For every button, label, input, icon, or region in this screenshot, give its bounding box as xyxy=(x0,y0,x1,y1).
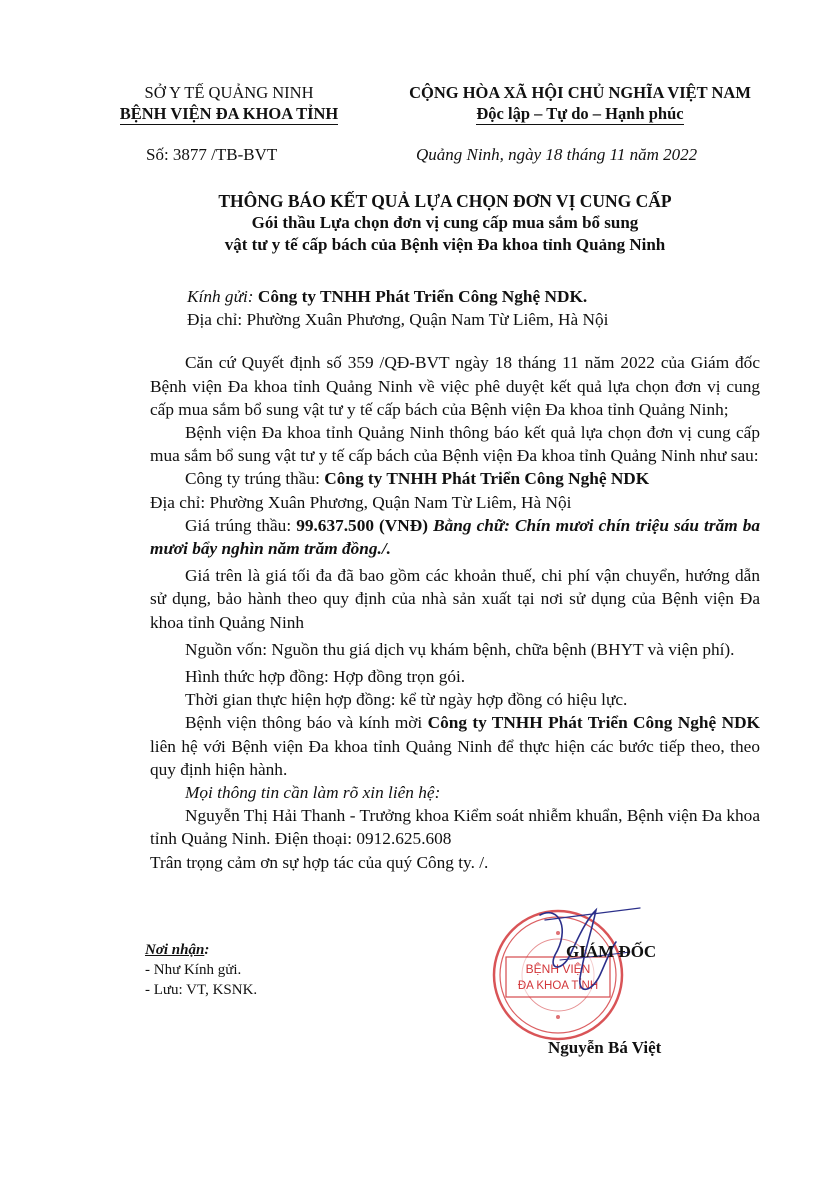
price-line: Giá trúng thầu: 99.637.500 (VNĐ) Bằng chữ: Chín mươi chín triệu sáu trăm ba mươi bẩy nghìn năm trăm đồng./. xyxy=(150,515,761,559)
document-date: Quảng Ninh, ngày 18 tháng 11 năm 2022 xyxy=(416,145,698,164)
stamp-line-2: ĐA KHOA TỈNH xyxy=(517,980,599,992)
paragraph-contact: Nguyễn Thị Hải Thanh - Trưởng khoa Kiểm soát nhiễm khuẩn, Bệnh viện Đa khoa tỉnh Quảng Ninh. Điện thoại: 0912.625.608 xyxy=(150,806,760,849)
recipient-item: - Như Kính gửi. xyxy=(145,962,242,978)
document-body xyxy=(150,285,760,874)
national-header xyxy=(370,82,790,125)
document-number: Số: 3877 /TB-BVT xyxy=(146,145,278,164)
price-value: 99.637.500 (VNĐ) xyxy=(296,515,428,535)
winner-address: Địa chỉ: Phường Xuân Phương, Quận Nam Từ Liêm, Hà Nội xyxy=(150,492,572,512)
paragraph-legal-basis: Căn cứ Quyết định số 359 /QĐ-BVT ngày 18 tháng 11 năm 2022 của Giám đốc Bệnh viện Đa khoa tỉnh Quảng Ninh về việc phê duyệt kết quả lựa chọn đơn vị cung cấp mua sắm bổ sung vật tư y tế cấp bách của Bệnh viện Đa khoa tỉnh Quảng Ninh; xyxy=(150,353,760,419)
stamp-line-1: BỆNH VIỆN xyxy=(525,962,591,976)
paragraph-thanks: Trân trọng cảm ơn sự hợp tác của quý Công ty. /. xyxy=(150,852,489,872)
recipients-block: Nơi nhận: - Như Kính gửi. - Lưu: VT, KSNK. xyxy=(145,942,258,998)
addressee-address: Địa chỉ: Phường Xuân Phương, Quận Nam Từ Liêm, Hà Nội xyxy=(187,310,609,330)
signatory-name: Nguyễn Bá Việt xyxy=(548,1038,662,1057)
paragraph-contract-type: Hình thức hợp đồng: Hợp đồng trọn gói. xyxy=(185,667,466,687)
issuer-name: BỆNH VIỆN ĐA KHOA TỈNH xyxy=(119,104,339,123)
signatory-title: GIÁM ĐỐC xyxy=(566,942,657,961)
recipients-label: Nơi nhận xyxy=(145,942,205,958)
country-name: CỘNG HÒA XÃ HỘI CHỦ NGHĨA VIỆT NAM xyxy=(409,83,751,102)
winner-line: Công ty trúng thầu: Công ty TNHH Phát Triển Công Nghệ NDK xyxy=(185,469,650,489)
issuer-parent: SỞ Y TẾ QUẢNG NINH xyxy=(144,83,314,102)
paragraph-funding: Nguồn vốn: Nguồn thu giá dịch vụ khám bệnh, chữa bệnh (BHYT và viện phí). xyxy=(185,639,735,659)
director-signature xyxy=(500,900,670,1050)
invited-company: Công ty TNHH Phát Triển Công Nghệ NDK xyxy=(427,713,760,733)
contact-intro: Mọi thông tin cần làm rõ xin liên hệ: xyxy=(185,783,441,803)
winner-name: Công ty TNHH Phát Triển Công Nghệ NDK xyxy=(324,469,650,489)
document-subtitle-2: vật tư y tế cấp bách của Bệnh viện Đa khoa tỉnh Quảng Ninh xyxy=(224,235,666,254)
price-in-words: Bằng chữ: Chín mươi chín triệu sáu trăm ba mươi bẩy nghìn năm trăm đồng./. xyxy=(150,515,761,559)
document-title: THÔNG BÁO KẾT QUẢ LỰA CHỌN ĐƠN VỊ CUNG CẤP xyxy=(218,191,672,211)
addressee-line: Kính gửi: Công ty TNHH Phát Triển Công Nghệ NDK. xyxy=(187,287,588,306)
recipient-item: - Lưu: VT, KSNK. xyxy=(145,982,258,998)
addressee-company: Công ty TNHH Phát Triển Công Nghệ NDK. xyxy=(257,287,588,306)
paragraph-invitation: Bệnh viện thông báo và kính mời Công ty TNHH Phát Triển Công Nghệ NDK liên hệ với Bệnh viện Đa khoa tỉnh Quảng Ninh để thực hiện các bước tiếp theo, theo quy định hiện hành. xyxy=(150,713,760,779)
document-subtitle-1: Gói thầu Lựa chọn đơn vị cung cấp mua sắm bổ sung xyxy=(251,213,639,232)
national-motto: Độc lập – Tự do – Hạnh phúc xyxy=(476,104,684,123)
paragraph-contract-time: Thời gian thực hiện hợp đồng: kể từ ngày hợp đồng có hiệu lực. xyxy=(185,690,628,710)
document-title-block xyxy=(100,190,790,256)
paragraph-announcement: Bệnh viện Đa khoa tỉnh Quảng Ninh thông báo kết quả lựa chọn đơn vị cung cấp mua sắm bổ sung vật tư y tế cấp bách của Bệnh viện Đa khoa tỉnh Quảng Ninh như sau: xyxy=(150,423,760,466)
issuer-header xyxy=(94,82,364,125)
paragraph-price-note: Giá trên là giá tối đa đã bao gồm các khoản thuế, chi phí vận chuyển, hướng dẫn sử dụng, bảo hành theo quy định của nhà sản xuất tại nơi sử dụng của Bệnh viện Đa khoa tỉnh Quảng Ninh xyxy=(150,566,760,632)
